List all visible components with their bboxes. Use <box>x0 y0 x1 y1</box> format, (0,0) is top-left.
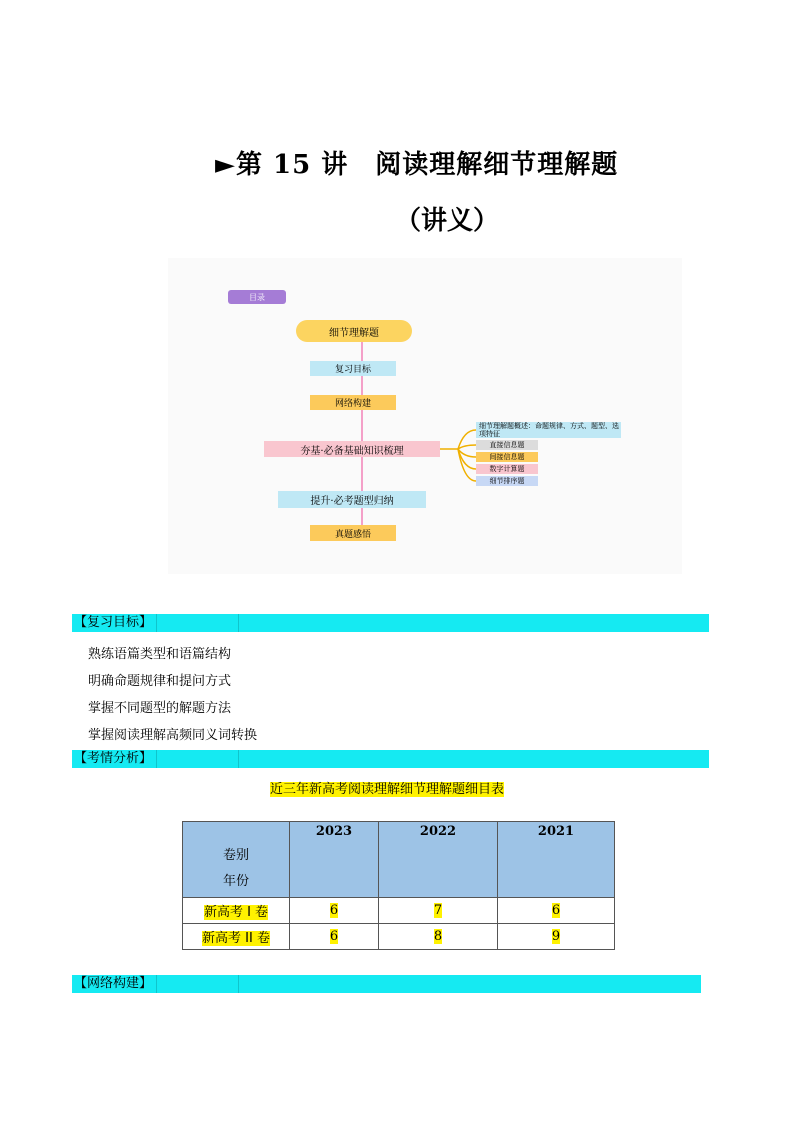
row-label: 新高考 I 卷 <box>183 898 290 924</box>
mindmap-branch-overview: 细节理解题概述：命题规律、方式、题型、选项特征 <box>476 422 621 438</box>
goal-item: 熟练语篇类型和语篇结构 <box>88 647 232 662</box>
mindmap-root: 细节理解题 <box>296 320 412 342</box>
mindmap-step-foundation: 夯基·必备基础知识梳理 <box>264 441 440 457</box>
stats-table <box>182 821 615 950</box>
table-cell: 9 <box>498 924 615 950</box>
mindmap-step-improve: 提升·必考题型归纳 <box>278 491 426 508</box>
table-cell: 8 <box>379 924 498 950</box>
page-subtitle: （讲义） <box>395 206 500 236</box>
section-label: 【考情分析】 <box>72 750 157 768</box>
mindmap-step-exam: 真题感悟 <box>310 525 396 541</box>
mindmap-connectors <box>168 258 682 574</box>
goal-item: 掌握不同题型的解题方法 <box>88 701 232 716</box>
section-header-network <box>72 975 701 993</box>
section-header-analysis <box>72 750 709 768</box>
table-row <box>183 898 615 924</box>
section-divider <box>168 975 239 993</box>
mindmap-branch-indirect: 间接信息题 <box>476 452 538 462</box>
row-label: 新高考 II 卷 <box>183 924 290 950</box>
mindmap-tag: 目录 <box>228 290 286 304</box>
year-header: 2023 <box>290 822 379 898</box>
year-header: 2022 <box>379 822 498 898</box>
section-header-review <box>72 614 709 632</box>
table-caption: 近三年新高考阅读理解细节理解题细目表 <box>270 782 505 797</box>
year-header: 2021 <box>498 822 615 898</box>
goal-item: 明确命题规律和提问方式 <box>88 674 232 689</box>
mindmap-branch-direct: 直接信息题 <box>476 440 538 450</box>
table-cell: 7 <box>379 898 498 924</box>
mindmap-branch-number: 数字计算题 <box>476 464 538 474</box>
page-title: ►第 15 讲 阅读理解细节理解题 <box>215 150 619 180</box>
table-corner-cell <box>183 822 290 898</box>
mindmap-branch-order: 细节排序题 <box>476 476 538 486</box>
table-cell: 6 <box>290 924 379 950</box>
corner-top-label: 卷别 <box>222 848 249 863</box>
section-label: 【复习目标】 <box>72 614 157 632</box>
table-cell: 6 <box>498 898 615 924</box>
mindmap-step-network: 网络构建 <box>310 395 396 410</box>
section-label: 【网络构建】 <box>72 975 157 993</box>
table-cell: 6 <box>290 898 379 924</box>
mindmap <box>168 258 682 574</box>
section-divider <box>168 614 239 632</box>
section-divider <box>168 750 239 768</box>
goal-item: 掌握阅读理解高频同义词转换 <box>88 728 258 743</box>
mindmap-step-review: 复习目标 <box>310 361 396 376</box>
table-row <box>183 924 615 950</box>
corner-bottom-label: 年份 <box>222 874 249 889</box>
